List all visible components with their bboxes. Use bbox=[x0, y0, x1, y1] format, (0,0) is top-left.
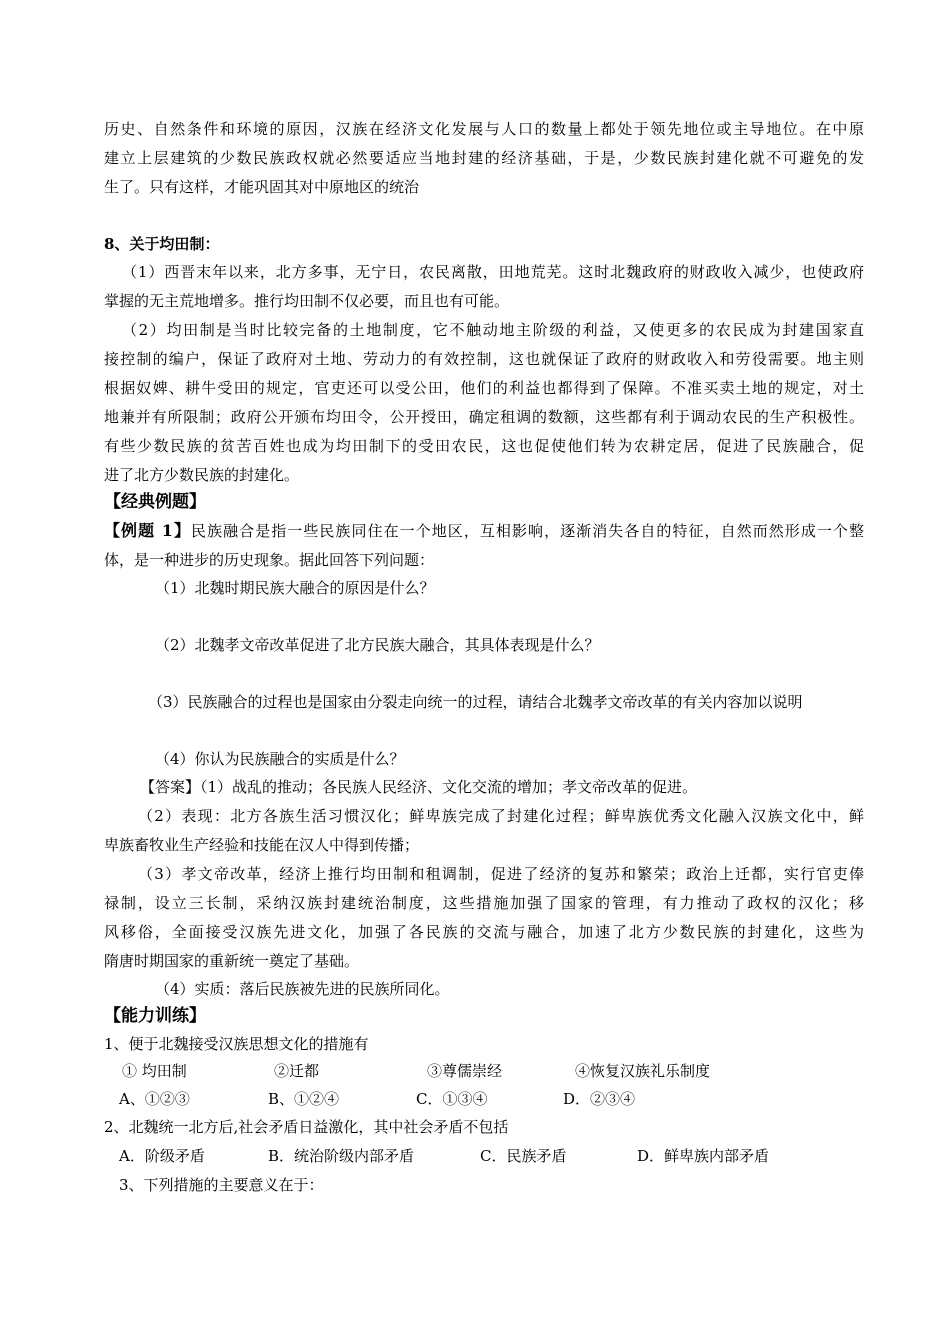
training-q1-item-3: ③尊儒崇经 bbox=[427, 1062, 503, 1080]
section8-p2-line-5: 有些少数民族的贫苦百姓也成为均田制下的受田农民，这也促使他们转为农耕定居，促进了民族融合，促 bbox=[104, 437, 864, 455]
answer-line-1 bbox=[140, 777, 900, 797]
training-heading: 【能力训练】 bbox=[104, 1006, 206, 1026]
section8-p2-line-3: 根据奴婢、耕牛受田的规定，官吏还可以受公田，他们的利益也都得到了保障。不准买卖土地的规定，对土 bbox=[104, 379, 864, 397]
training-q1-item-1: ① 均田制 bbox=[122, 1062, 187, 1080]
answer-a3-line-4: 隋唐时期国家的重新统一奠定了基础。 bbox=[104, 952, 360, 970]
answer-a2-line-1: （2）表现：北方各族生活习惯汉化；鲜卑族完成了封建化过程；鲜卑族优秀文化融入汉族文化中，鲜 bbox=[138, 807, 864, 825]
answer-a3-line-2: 禄制，设立三长制，采纳汉族封建统治制度，这些措施加强了国家的管理，有力推动了政权的汉化；移 bbox=[104, 894, 864, 912]
answer-a4: （4）实质：落后民族被先进的民族所同化。 bbox=[155, 980, 450, 998]
training-q1-item-2: ②迁都 bbox=[274, 1062, 320, 1080]
example-q2: （2）北魏孝文帝改革促进了北方民族大融合，其具体表现是什么？ bbox=[155, 636, 600, 654]
section8-p2-line-2: 接控制的编户，保证了政府对土地、劳动力的有效控制，这也就保证了政府的财政收入和劳役需要。地主则 bbox=[104, 350, 864, 368]
training-q3-stem: 3、下列措施的主要意义在于： bbox=[119, 1176, 324, 1194]
intro-line-1: 历史、自然条件和环境的原因，汉族在经济文化发展与人口的数量上都处于领先地位或主导地位。在中原 bbox=[104, 120, 864, 138]
example-text-1: 民族融合是指一些民族同住在一个地区，互相影响，逐渐消失各自的特征，自然而然形成一个整 bbox=[191, 522, 864, 540]
section8-p1-line-1: （1）西晋末年以来，北方多事，无宁日，农民离散，田地荒芜。这时北魏政府的财政收入减少，也使政府 bbox=[122, 263, 864, 281]
answer-a3-line-3: 风移俗，全面接受汉族先进文化，加强了各民族的交流与融合，加速了北方少数民族的封建化，这些为 bbox=[104, 923, 864, 941]
training-q1-choice-d: D．②③④ bbox=[563, 1090, 636, 1108]
training-q2-stem: 2、北魏统一北方后,社会矛盾日益激化，其中社会矛盾不包括 bbox=[104, 1118, 509, 1136]
example-line-2: 体，是一种进步的历史现象。据此回答下列问题： bbox=[104, 551, 435, 569]
intro-line-2: 建立上层建筑的少数民族政权就必然要适应当地封建的经济基础，于是，少数民族封建化就不可避免的发 bbox=[104, 149, 864, 167]
example-q4: （4）你认为民族融合的实质是什么？ bbox=[155, 750, 405, 768]
training-q1-choice-b: B、①②④ bbox=[268, 1090, 340, 1108]
example-label: 【例题 1】 bbox=[104, 521, 191, 540]
answer-a2-line-2: 卑族畜牧业生产经验和技能在汉人中得到传播； bbox=[104, 836, 420, 854]
training-q2-choice-b: B．统治阶级内部矛盾 bbox=[268, 1147, 415, 1165]
example-q3: （3）民族融合的过程也是国家由分裂走向统一的过程，请结合北魏孝文帝改革的有关内容加以说明 bbox=[148, 693, 803, 711]
answer-label: 【答案】 bbox=[140, 778, 201, 796]
training-q1-item-4: ④恢复汉族礼乐制度 bbox=[575, 1062, 711, 1080]
training-q2-choice-c: C．民族矛盾 bbox=[480, 1147, 567, 1165]
section8-p1-line-2: 掌握的无主荒地增多。推行均田制不仅必要，而且也有可能。 bbox=[104, 292, 510, 310]
section8-p2-line-1: （2）均田制是当时比较完备的土地制度，它不触动地主阶级的利益，又使更多的农民成为封建国家直 bbox=[122, 321, 864, 339]
classic-heading: 【经典例题】 bbox=[104, 492, 206, 512]
training-q2-choice-a: A．阶级矛盾 bbox=[119, 1147, 205, 1165]
training-q1-choice-a: A、①②③ bbox=[119, 1090, 190, 1108]
answer-a3-line-1: （3）孝文帝改革，经济上推行均田制和租调制，促进了经济的复苏和繁荣；政治上迁都，实行官吏俸 bbox=[138, 865, 864, 883]
training-q1-choice-c: C．①③④ bbox=[416, 1090, 488, 1108]
example-q1: （1）北魏时期民族大融合的原因是什么？ bbox=[155, 579, 435, 597]
training-q1-stem: 1、便于北魏接受汉族思想文化的措施有 bbox=[104, 1035, 369, 1053]
section8-p2-line-4: 地兼并有所限制；政府公开颁布均田令，公开授田，确定租调的数额，这些都有利于调动农民的生产积极性。 bbox=[104, 408, 864, 426]
intro-line-3: 生了。只有这样，才能巩固其对中原地区的统治 bbox=[104, 178, 420, 196]
section8-p2-line-6: 进了北方少数民族的封建化。 bbox=[104, 466, 300, 484]
section8-title: 8、关于均田制： bbox=[104, 235, 220, 253]
answer-a1: （1）战乱的推动；各民族人民经济、文化交流的增加；孝文帝改革的促进。 bbox=[200, 778, 698, 796]
training-q2-choice-d: D．鲜卑族内部矛盾 bbox=[637, 1147, 770, 1165]
example-line-1 bbox=[104, 521, 864, 541]
